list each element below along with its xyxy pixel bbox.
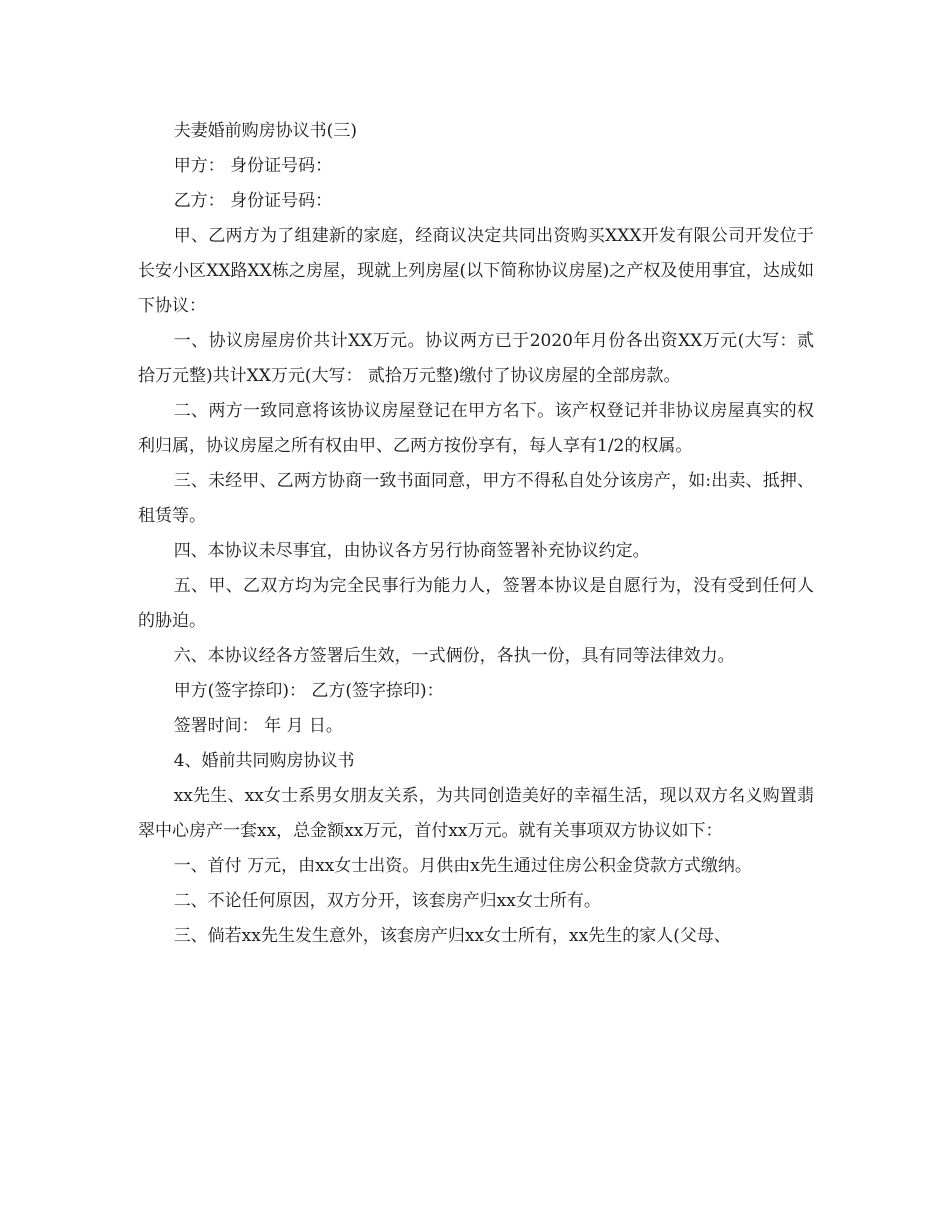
signature-line: 甲方(签字捺印)： 乙方(签字捺印)： <box>173 681 444 701</box>
section-heading: 4、婚前共同购房协议书 <box>173 751 355 771</box>
clause-5: 五、甲、乙双方均为完全民事行为能力人，签署本协议是自愿行为，没有受到任何人的胁迫。 <box>138 576 814 631</box>
clause-3: 三、未经甲、乙两方协商一致书面同意，甲方不得私自处分该房产，如:出卖、抵押、租赁等。 <box>138 471 814 526</box>
party-a-line: 甲方： 身份证号码： <box>173 156 333 176</box>
section-intro-paragraph: xx先生、xx女士系男女朋友关系，为共同创造美好的幸福生活，现以双方名义购置翡翠中心房产一套xx，总金额xx万元，首付xx万元。就有关事项双方协议如下： <box>138 786 814 841</box>
section-clause-1: 一、首付 万元，由xx女士出资。月供由x先生通过住房公积金贷款方式缴纳。 <box>173 856 752 876</box>
section-clause-3: 三、倘若xx先生发生意外，该套房产归xx女士所有，xx先生的家人(父母、 <box>173 926 731 946</box>
signing-date-line: 签署时间： 年 月 日。 <box>173 716 343 736</box>
clause-6: 六、本协议经各方签署后生效，一式俩份，各执一份，具有同等法律效力。 <box>173 646 735 666</box>
preamble-paragraph: 甲、乙两方为了组建新的家庭，经商议决定共同出资购买XXX开发有限公司开发位于长安小区XX路XX栋之房屋，现就上列房屋(以下简称协议房屋)之产权及使用事宜，达成如下协议： <box>138 226 814 316</box>
section-clause-2: 二、不论任何原因，双方分开，该套房产归xx女士所有。 <box>173 891 601 911</box>
document-body <box>138 114 814 954</box>
clause-4: 四、本协议未尽事宜，由协议各方另行协商签署补充协议约定。 <box>173 541 650 561</box>
party-b-line: 乙方： 身份证号码： <box>173 191 333 211</box>
document-title: 夫妻婚前购房协议书(三) <box>173 121 357 141</box>
clause-2: 二、两方一致同意将该协议房屋登记在甲方名下。该产权登记并非协议房屋真实的权利归属，协议房屋之所有权由甲、乙两方按份享有，每人享有1/2的权属。 <box>138 401 814 456</box>
clause-1: 一、协议房屋房价共计XX万元。协议两方已于2020年月份各出资XX万元(大写：贰拾万元整)共计XX万元(大写： 贰拾万元整)缴付了协议房屋的全部房款。 <box>138 331 814 386</box>
